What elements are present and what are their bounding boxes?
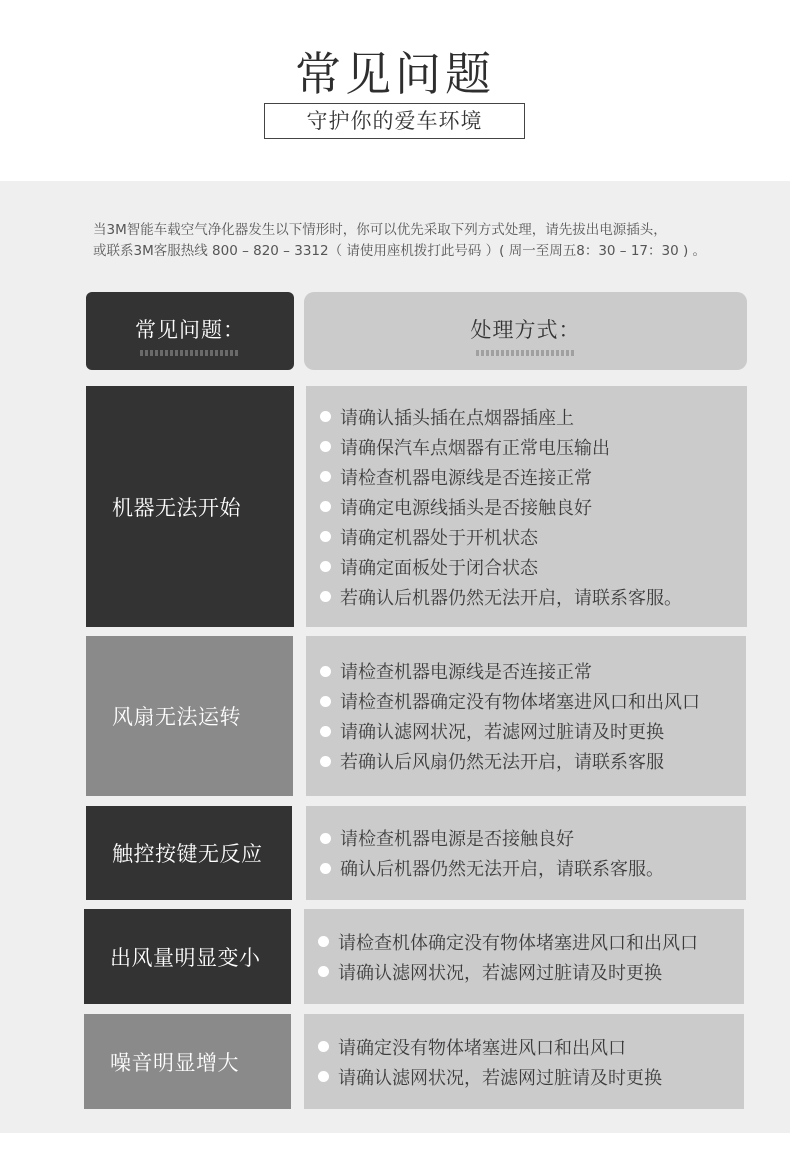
solution-item: 若确认后风扇仍然无法开启，请联系客服 bbox=[320, 746, 746, 776]
solution-item: 确认后机器仍然无法开启，请联系客服。 bbox=[320, 853, 746, 883]
page-subtitle: 守护你的爱车环境 bbox=[264, 103, 525, 139]
bullet-dot-icon bbox=[320, 441, 331, 452]
problem-cell bbox=[84, 909, 291, 1004]
decorative-fine-text bbox=[140, 350, 240, 356]
bullet-dot-icon bbox=[318, 936, 329, 947]
bullet-dot-icon bbox=[320, 471, 331, 482]
solution-item: 请确定没有物体堵塞进风口和出风口 bbox=[318, 1032, 744, 1062]
solution-cell bbox=[306, 806, 746, 900]
problem-column-header bbox=[86, 292, 294, 370]
problem-cell bbox=[86, 636, 293, 796]
bullet-dot-icon bbox=[318, 966, 329, 977]
bullet-dot-icon bbox=[320, 726, 331, 737]
problem-label: 出风量明显变小 bbox=[110, 945, 261, 970]
solution-column-header bbox=[304, 292, 747, 370]
solution-item: 请确认滤网状况，若滤网过脏请及时更换 bbox=[320, 716, 746, 746]
solution-item: 请确定电源线插头是否接触良好 bbox=[320, 492, 747, 522]
solution-cell bbox=[306, 636, 746, 796]
solution-item: 请确认滤网状况，若滤网过脏请及时更换 bbox=[318, 957, 744, 987]
solution-item: 请确定面板处于闭合状态 bbox=[320, 552, 747, 582]
bullet-dot-icon bbox=[320, 561, 331, 572]
solution-item: 请确认插头插在点烟器插座上 bbox=[320, 402, 747, 432]
problem-cell bbox=[86, 806, 292, 900]
bullet-dot-icon bbox=[320, 411, 331, 422]
decorative-fine-text bbox=[476, 350, 576, 356]
bullet-dot-icon bbox=[320, 666, 331, 677]
page-title: 常见问题 bbox=[295, 47, 495, 101]
bullet-dot-icon bbox=[318, 1071, 329, 1082]
solution-item: 请确保汽车点烟器有正常电压输出 bbox=[320, 432, 747, 462]
bullet-dot-icon bbox=[320, 833, 331, 844]
solution-item: 请检查机器电源线是否连接正常 bbox=[320, 656, 746, 686]
intro-line: 当3M智能车载空气净化器发生以下情形时，你可以优先采取下列方式处理，请先拔出电源插头， bbox=[93, 222, 667, 238]
problem-label: 风扇无法运转 bbox=[112, 705, 241, 729]
bullet-dot-icon bbox=[320, 591, 331, 602]
intro-line: 或联系3M客服热线 800 – 820 – 3312（ 请使用座机拨打此号码 ）( 周一至周五8：30 – 17：30 ) 。 bbox=[93, 243, 707, 259]
solution-cell bbox=[304, 909, 744, 1004]
problem-cell bbox=[84, 1014, 291, 1109]
solution-item: 若确认后机器仍然无法开启，请联系客服。 bbox=[320, 582, 747, 612]
problem-header-label: 常见问题： bbox=[135, 318, 245, 342]
problem-label: 机器无法开始 bbox=[112, 495, 241, 520]
solution-item: 请确认滤网状况，若滤网过脏请及时更换 bbox=[318, 1062, 744, 1092]
solution-item: 请检查机器电源线是否连接正常 bbox=[320, 462, 747, 492]
problem-label: 噪音明显增大 bbox=[110, 1050, 239, 1075]
intro-text bbox=[93, 220, 773, 262]
bullet-dot-icon bbox=[320, 696, 331, 707]
problem-label: 触控按键无反应 bbox=[112, 842, 263, 866]
solution-header-label: 处理方式： bbox=[470, 318, 581, 342]
solution-item: 请检查机器确定没有物体堵塞进风口和出风口 bbox=[320, 686, 746, 716]
bullet-dot-icon bbox=[320, 756, 331, 767]
problem-cell bbox=[86, 386, 294, 627]
bullet-dot-icon bbox=[320, 863, 331, 874]
bullet-dot-icon bbox=[320, 531, 331, 542]
bullet-dot-icon bbox=[318, 1041, 329, 1052]
solution-cell bbox=[306, 386, 747, 627]
solution-cell bbox=[304, 1014, 744, 1109]
solution-item: 请确定机器处于开机状态 bbox=[320, 522, 747, 552]
bullet-dot-icon bbox=[320, 501, 331, 512]
solution-item: 请检查机体确定没有物体堵塞进风口和出风口 bbox=[318, 927, 744, 957]
solution-item: 请检查机器电源是否接触良好 bbox=[320, 823, 746, 853]
